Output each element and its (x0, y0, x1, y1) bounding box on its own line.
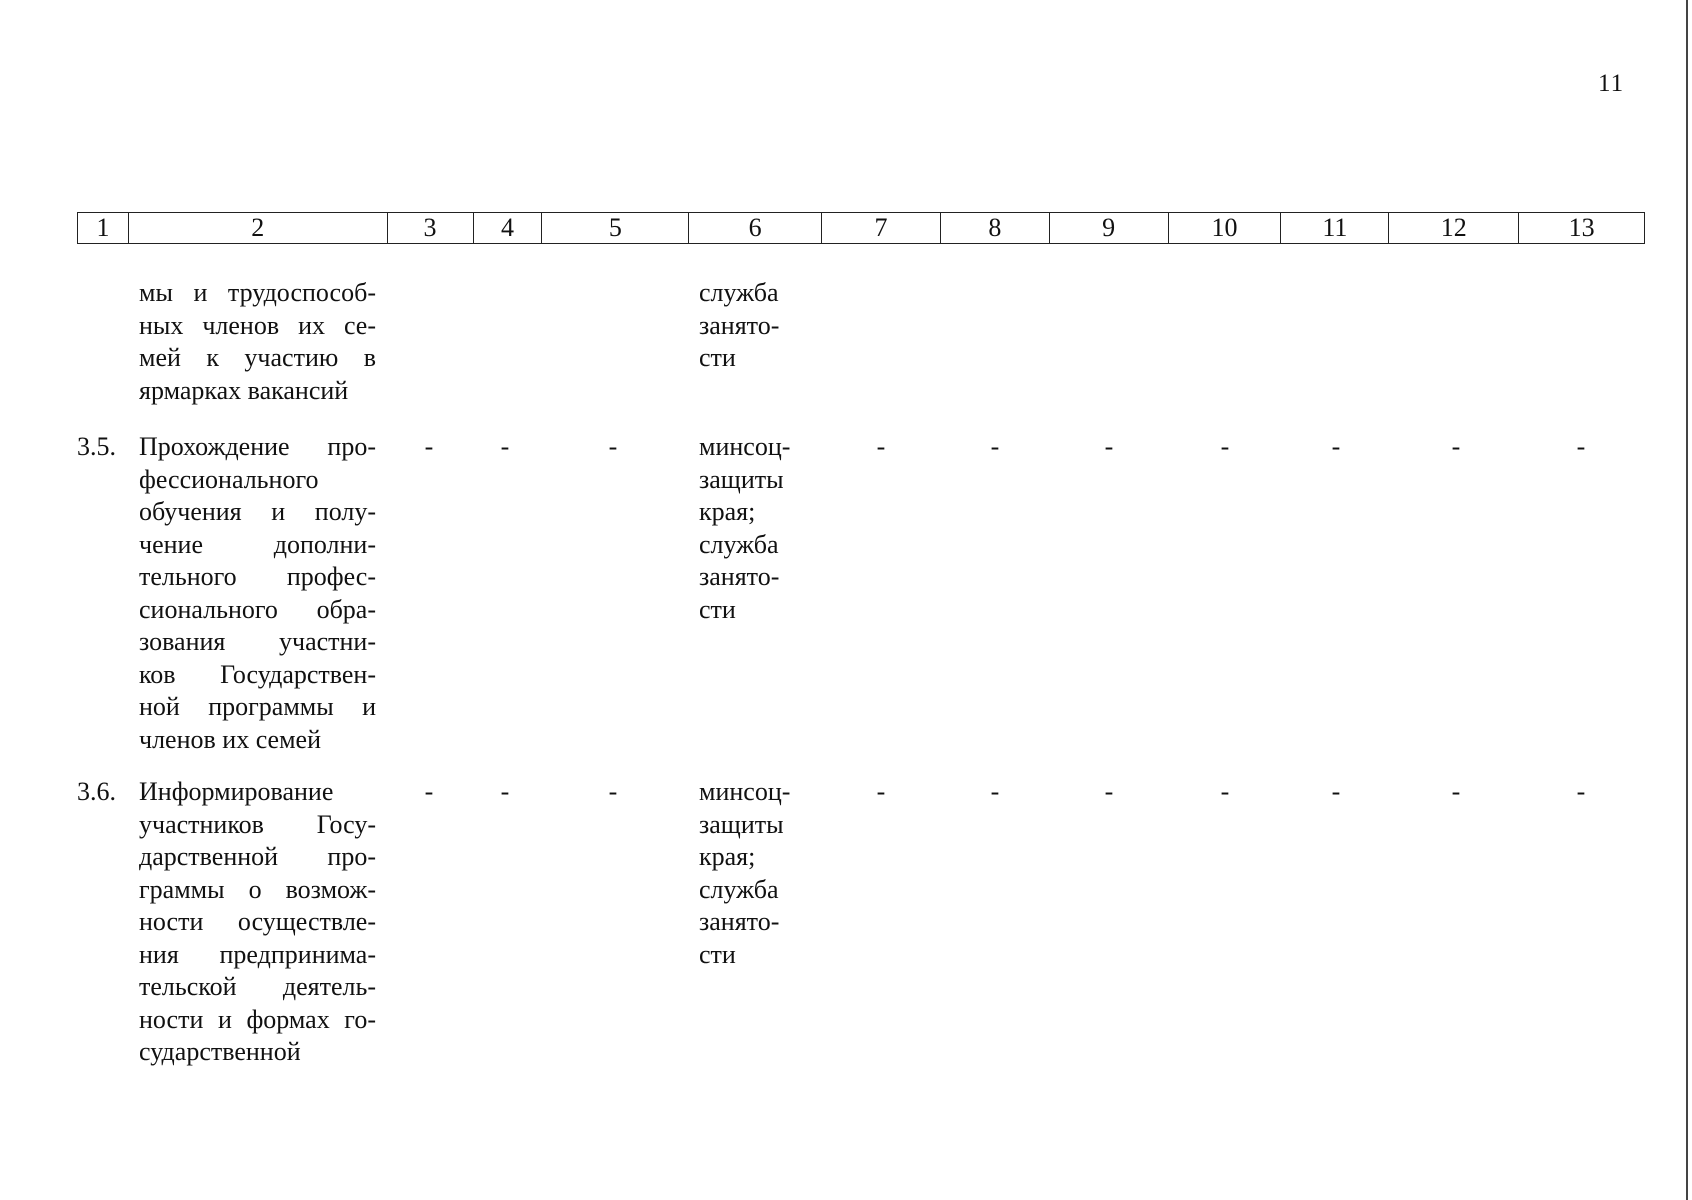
row-2-exec-line: защиты (699, 809, 784, 839)
row-2-desc-line: ности и формах го- (139, 1004, 376, 1034)
row-2-col-10-value: - (1220, 777, 1230, 806)
row-1-col-10-value: - (1220, 432, 1230, 461)
row-2-col-13-value: - (1576, 777, 1586, 806)
row-2-desc-line: участников Госу- (139, 809, 376, 839)
row-1-col-12-value: - (1451, 432, 1461, 461)
row-0-desc-line: мы и трудоспособ- (139, 278, 376, 307)
row-1-exec-line: занято- (699, 562, 780, 591)
row-1-desc-line: ков Государствен- (139, 659, 376, 689)
header-col-11: 11 (1281, 213, 1389, 243)
header-col-2: 2 (129, 213, 388, 243)
row-1-col-3-value: - (424, 432, 434, 461)
header-col-6: 6 (689, 213, 822, 243)
row-1-description (139, 431, 376, 756)
row-2-col-9-value: - (1104, 777, 1114, 806)
row-2-exec-line: края; (699, 842, 756, 871)
header-col-3: 3 (388, 213, 474, 243)
row-2-exec-line: служба (699, 874, 779, 904)
row-2-col-3-value: - (424, 777, 434, 806)
row-1-exec-line: края; (699, 497, 756, 526)
row-2-col-4-value: - (500, 777, 510, 806)
header-col-4: 4 (474, 213, 543, 243)
header-col-13: 13 (1568, 213, 1595, 242)
row-2-desc-line: тельской деятель- (139, 972, 376, 1001)
row-1-desc-line: зования участни- (139, 627, 376, 656)
row-1-desc-line: ной программы и (139, 692, 376, 721)
row-1-col-8-value: - (990, 432, 1000, 461)
row-2-executor (699, 776, 819, 971)
row-0-exec-line: занято- (699, 310, 780, 340)
row-2-desc-line: сударственной (139, 1037, 301, 1066)
header-col-5: 5 (542, 213, 689, 243)
row-1-exec-line: служба (699, 529, 779, 559)
row-1-number: 3.5. (77, 432, 116, 461)
row-0-desc-line: ярмарках вакансий (139, 375, 349, 405)
row-2-exec-line: минсоц- (699, 777, 791, 806)
row-0-exec-line: сти (699, 343, 736, 372)
row-1-desc-line: Прохождение про- (139, 432, 376, 461)
row-1-col-11-value: - (1331, 432, 1341, 461)
row-1-exec-line: защиты (699, 464, 784, 494)
row-2-exec-line: занято- (699, 907, 780, 936)
table-header-row (77, 212, 1645, 244)
row-0-executor (699, 277, 819, 375)
header-col-10: 10 (1169, 213, 1282, 243)
row-1-col-13-value: - (1576, 432, 1586, 461)
row-0-description (139, 277, 376, 407)
row-1-exec-line: сти (699, 594, 736, 624)
row-2-desc-line: Информирование (139, 777, 334, 806)
row-2-exec-line: сти (699, 939, 736, 969)
row-2-col-8-value: - (990, 777, 1000, 806)
row-2-desc-line: граммы о возмож- (139, 874, 376, 904)
row-2-col-11-value: - (1331, 777, 1341, 806)
header-col-9: 9 (1050, 213, 1169, 243)
row-1-col-4-value: - (500, 432, 510, 461)
row-1-desc-line: сионального обра- (139, 594, 376, 624)
row-1-col-7-value: - (876, 432, 886, 461)
row-1-desc-line: членов их семей (139, 724, 321, 754)
header-col-8: 8 (941, 213, 1050, 243)
row-1-desc-line: тельного профес- (139, 562, 376, 591)
row-1-executor (699, 431, 819, 626)
page-edge-rule (1686, 0, 1688, 1200)
row-2-desc-line: дарственной про- (139, 842, 376, 871)
row-2-description (139, 776, 376, 1069)
row-0-exec-line: служба (699, 278, 779, 307)
row-2-col-12-value: - (1451, 777, 1461, 806)
row-2-number: 3.6. (77, 777, 116, 806)
header-col-12: 12 (1389, 213, 1519, 243)
header-col-7: 7 (822, 213, 941, 243)
header-col-1: 1 (78, 213, 129, 243)
row-2-col-7-value: - (876, 777, 886, 806)
row-0-desc-line: ных членов их се- (139, 310, 376, 340)
page-number: 11 (1598, 70, 1625, 97)
row-1-col-5-value: - (608, 432, 618, 461)
row-1-col-9-value: - (1104, 432, 1114, 461)
row-0-desc-line: мей к участию в (139, 343, 376, 372)
row-2-desc-line: ния предпринима- (139, 939, 376, 969)
row-2-desc-line: ности осуществле- (139, 907, 376, 936)
row-2-col-5-value: - (608, 777, 618, 806)
row-1-exec-line: минсоц- (699, 432, 791, 461)
row-1-desc-line: фессионального (139, 464, 319, 494)
row-1-desc-line: обучения и полу- (139, 497, 376, 526)
row-1-desc-line: чение дополни- (139, 529, 376, 559)
